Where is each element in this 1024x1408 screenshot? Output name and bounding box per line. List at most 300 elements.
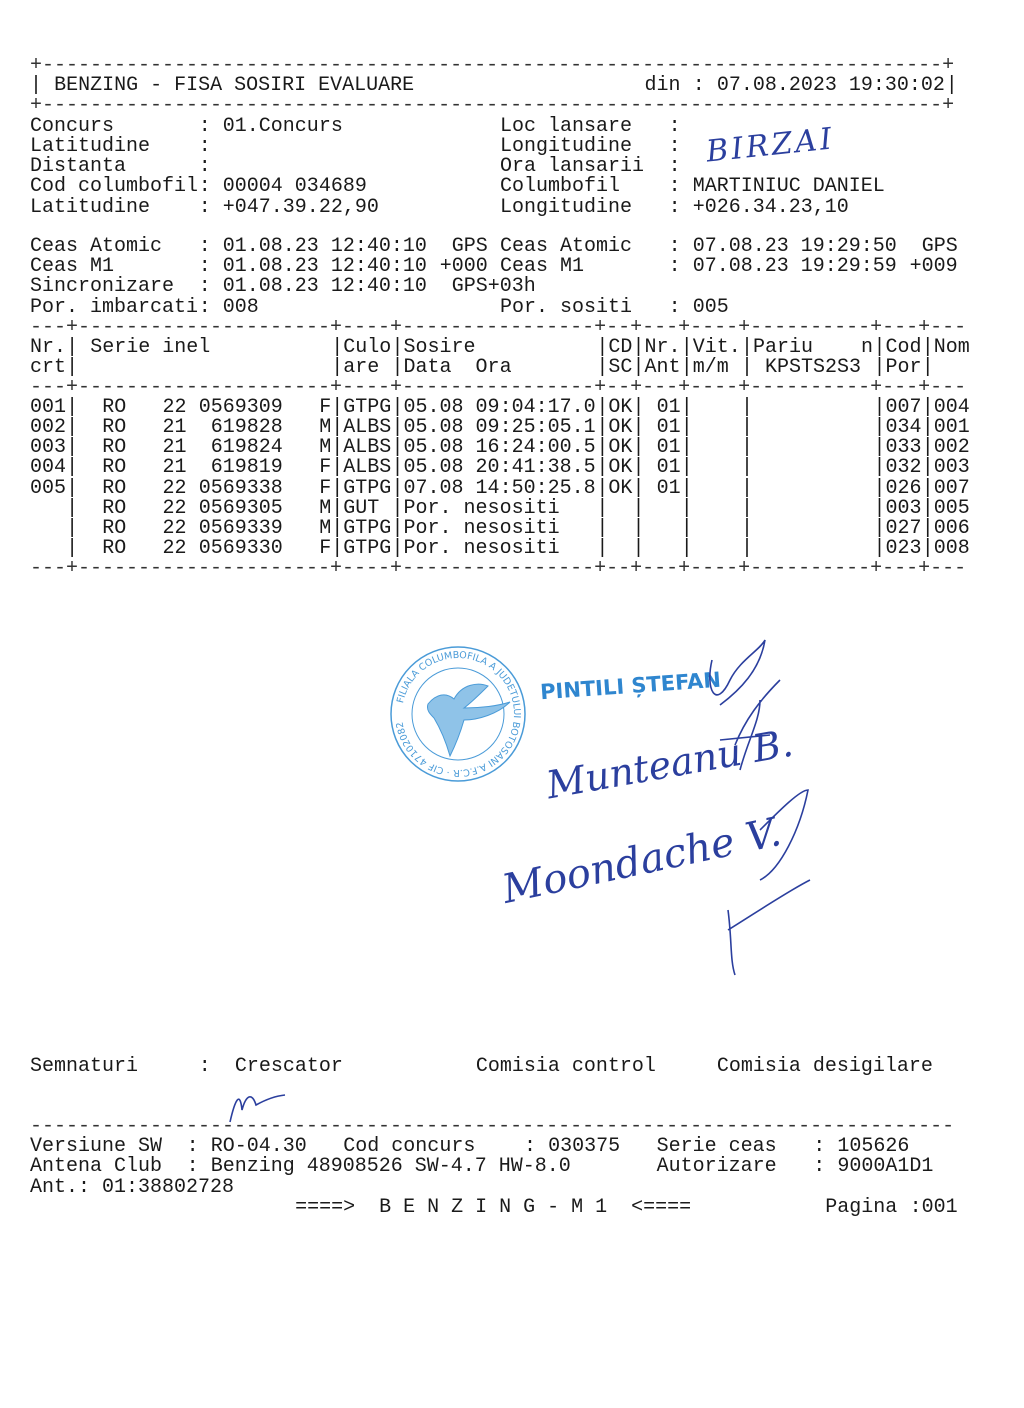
unsealing-committee-label: Comisia desigilare	[716, 1055, 933, 1078]
colon: :	[198, 135, 211, 159]
column-divider: |	[740, 537, 753, 561]
table-header-row	[30, 338, 1010, 358]
column-divider: |	[632, 336, 645, 359]
club-stamp	[388, 644, 528, 784]
cell-country: RO	[102, 496, 127, 520]
column-divider: |	[66, 456, 79, 480]
column-divider: |	[391, 356, 404, 379]
field-label: Antena Club	[30, 1155, 163, 1178]
cell-year: 22	[162, 476, 187, 500]
cell-ring: 0569330	[198, 537, 283, 561]
column-header: m/m	[692, 356, 729, 379]
field-label: Longitudine	[499, 195, 632, 219]
border-pipe: |	[30, 74, 43, 97]
cell-ring: 0569305	[198, 496, 283, 520]
cell-arrival: 07.08 14:50:25.8	[403, 476, 596, 500]
column-divider: |	[66, 516, 79, 540]
cell-cdsc: OK	[608, 396, 633, 419]
column-divider: |	[391, 476, 404, 500]
cell-color: GTPG	[343, 537, 392, 561]
cell-ring: 0569338	[198, 476, 283, 500]
column-divider: |	[391, 537, 404, 561]
column-divider: |	[66, 336, 79, 359]
cell-nom: 001	[933, 416, 970, 440]
colon: :	[692, 74, 705, 97]
field-suffix: +000	[439, 255, 488, 278]
column-divider: |	[873, 516, 886, 540]
colon: :	[198, 296, 211, 319]
colon: :	[198, 155, 211, 179]
column-header: Cod	[885, 336, 922, 359]
border-pipe: |	[945, 74, 958, 97]
cell-sex: M	[319, 496, 332, 520]
footer-row-1	[30, 1137, 1010, 1157]
table-separator: ---+---------------------+----+----------------+--+---+----+----------+---+---	[30, 557, 967, 580]
column-divider: |	[66, 496, 79, 520]
field-label: Por. sositi	[499, 296, 632, 319]
field-label: Sincronizare	[30, 275, 175, 298]
cell-nom: 005	[933, 496, 970, 520]
field-label: Ceas Atomic	[30, 235, 163, 258]
cell-nr: 004	[30, 456, 67, 480]
column-divider: |	[680, 537, 693, 561]
column-divider: |	[632, 356, 645, 379]
column-divider: |	[331, 516, 344, 540]
colon: :	[668, 155, 681, 179]
column-divider: |	[740, 356, 753, 379]
field-value: 07.08.23 19:29:50	[692, 235, 897, 258]
cell-year: 22	[162, 496, 187, 520]
column-header: Culo	[343, 336, 392, 359]
cell-sex: F	[319, 456, 332, 480]
field-label: Loc lansare	[499, 115, 632, 138]
document-title: BENZING - FISA SOSIRI EVALUARE	[54, 74, 415, 97]
table-row	[30, 398, 1010, 418]
cell-color: GTPG	[343, 396, 392, 419]
colon: :	[186, 1155, 199, 1178]
column-divider: |	[66, 396, 79, 419]
colon: :	[198, 255, 211, 278]
column-divider: |	[873, 396, 886, 419]
cell-antenna: 01	[656, 456, 681, 480]
cell-ring: 619824	[210, 436, 283, 460]
cell-country: RO	[102, 436, 127, 460]
column-divider: |	[632, 516, 645, 540]
footer-row-3	[30, 1178, 1010, 1198]
column-divider: |	[921, 396, 934, 419]
column-divider: |	[680, 336, 693, 359]
column-divider: |	[596, 416, 609, 440]
field-label: Ceas M1	[30, 255, 115, 278]
column-divider: |	[921, 476, 934, 500]
signature-munteanu: Munteanu B.	[543, 720, 797, 808]
column-divider: |	[921, 456, 934, 480]
cell-cod: 027	[885, 516, 922, 540]
field-value: 01.08.23 12:40:10	[222, 275, 427, 298]
column-divider: |	[680, 456, 693, 480]
column-divider: |	[596, 456, 609, 480]
column-divider: |	[873, 537, 886, 561]
cell-cod: 026	[885, 476, 922, 500]
field-label: Latitudine	[30, 135, 151, 159]
cell-color: GTPG	[343, 516, 392, 540]
column-divider: |	[391, 436, 404, 460]
column-divider: |	[596, 356, 609, 379]
column-divider: |	[680, 516, 693, 540]
header-border-bottom: +---------------------------------------------------------------------------+	[30, 94, 955, 117]
column-divider: |	[632, 476, 645, 500]
column-header: SC	[608, 356, 633, 379]
field-label: Cod concurs	[343, 1135, 476, 1158]
control-committee-label: Comisia control	[475, 1055, 656, 1078]
cell-nom: 008	[933, 537, 970, 561]
column-divider: |	[873, 356, 886, 379]
cell-arrival: 05.08 16:24:00.5	[403, 436, 596, 460]
cell-arrival: Por. nesositi	[403, 496, 560, 520]
field-label: Serie ceas	[656, 1135, 777, 1158]
field-suffix: GPS	[921, 235, 958, 258]
column-divider: |	[331, 496, 344, 520]
column-divider: |	[921, 537, 934, 561]
table-header-row	[30, 358, 1010, 378]
table-separator: ---+---------------------+----+----------------+--+---+----+----------+---+---	[30, 316, 967, 339]
column-divider: |	[740, 496, 753, 520]
field-value: +026.34.23,10	[692, 195, 849, 219]
column-divider: |	[740, 396, 753, 419]
embarked-count: 008	[222, 296, 259, 319]
column-header: Sosire	[403, 336, 476, 359]
table-row	[30, 438, 1010, 458]
column-header: Por	[885, 356, 922, 379]
header-title-row	[30, 76, 1010, 96]
column-divider: |	[632, 456, 645, 480]
column-divider: |	[632, 416, 645, 440]
column-divider: |	[873, 496, 886, 520]
colon: :	[198, 275, 211, 298]
info-row	[30, 177, 1010, 197]
column-divider: |	[391, 456, 404, 480]
column-divider: |	[740, 516, 753, 540]
cell-nom: 002	[933, 436, 970, 460]
field-value: 01.Concurs	[222, 115, 343, 138]
table-row	[30, 516, 1010, 540]
column-divider: |	[596, 476, 609, 500]
report-date: 07.08.2023 19:30:02	[716, 74, 945, 97]
footer-row-2	[30, 1157, 1010, 1177]
column-divider: |	[331, 456, 344, 480]
column-divider: |	[921, 416, 934, 440]
cell-nom: 004	[933, 396, 970, 419]
cell-ring: 0569309	[198, 396, 283, 419]
cell-nr: 003	[30, 436, 67, 460]
counts-row	[30, 298, 1010, 318]
cell-cdsc: OK	[608, 436, 633, 460]
info-row	[30, 117, 1010, 137]
field-suffix: GPS	[451, 235, 488, 258]
column-divider: |	[740, 456, 753, 480]
column-divider: |	[873, 456, 886, 480]
table-row	[30, 458, 1010, 478]
column-divider: |	[596, 537, 609, 561]
column-divider: |	[632, 496, 645, 520]
column-divider: |	[740, 416, 753, 440]
cell-country: RO	[102, 516, 127, 540]
sync-row	[30, 277, 1010, 297]
cell-year: 22	[162, 537, 187, 561]
stamp-name: PINTILI ȘTEFAN	[539, 667, 722, 705]
column-divider: |	[632, 436, 645, 460]
cell-sex: F	[319, 476, 332, 500]
cell-year: 21	[162, 436, 187, 460]
cell-arrival: 05.08 09:25:05.1	[403, 416, 596, 440]
column-header: CD	[608, 336, 633, 359]
footer-row-4	[30, 1198, 1010, 1218]
clock-atomic-row	[30, 237, 1010, 257]
contest-code: 030375	[548, 1135, 621, 1158]
column-header: Nr.	[30, 336, 67, 359]
cell-sex: F	[319, 537, 332, 561]
cell-nr: 001	[30, 396, 67, 419]
column-divider: |	[331, 336, 344, 359]
column-divider: |	[632, 396, 645, 419]
colon: :	[186, 1135, 199, 1158]
antenna-line: Ant.: 01:38802728	[30, 1176, 235, 1199]
cell-cdsc: OK	[608, 456, 633, 480]
field-value: 07.08.23 19:29:59	[692, 255, 897, 278]
column-divider: |	[596, 496, 609, 520]
date-label: din	[644, 74, 681, 97]
table-row	[30, 418, 1010, 438]
cell-ring: 619828	[210, 416, 283, 440]
header-border-top: +---------------------------------------------------------------------------+	[30, 54, 955, 77]
column-divider: |	[391, 396, 404, 419]
column-divider: |	[66, 356, 79, 379]
cell-color: ALBS	[343, 416, 392, 440]
field-label: Longitudine	[499, 135, 632, 159]
page-label: Pagina	[825, 1196, 898, 1219]
field-label: Columbofil	[499, 175, 620, 199]
cell-nr: 005	[30, 476, 67, 500]
signatures-label: Semnaturi	[30, 1055, 139, 1078]
column-divider: |	[331, 436, 344, 460]
cell-antenna: 01	[656, 416, 681, 440]
field-value: MARTINIUC DANIEL	[692, 175, 885, 199]
cell-antenna: 01	[656, 476, 681, 500]
arrived-count: 005	[692, 296, 729, 319]
colon: :	[668, 135, 681, 159]
cell-color: GTPG	[343, 476, 392, 500]
column-divider: |	[921, 496, 934, 520]
column-divider: |	[680, 416, 693, 440]
field-label: Versiune SW	[30, 1135, 163, 1158]
field-label: Distanta	[30, 155, 127, 179]
field-label: Por. imbarcati	[30, 296, 199, 319]
column-divider: |	[391, 416, 404, 440]
cell-sex: M	[319, 516, 332, 540]
column-divider: |	[740, 476, 753, 500]
field-value: +047.39.22,90	[222, 195, 379, 219]
column-divider: |	[680, 436, 693, 460]
table-row	[30, 496, 1010, 520]
breeder-label: Crescator	[234, 1055, 343, 1078]
device-banner: ====> B E N Z I N G - M 1 <====	[295, 1196, 692, 1219]
cell-country: RO	[102, 476, 127, 500]
colon: :	[198, 175, 211, 199]
field-label: Ceas Atomic	[499, 235, 632, 258]
field-label: Autorizare	[656, 1155, 777, 1178]
colon: :	[668, 255, 681, 278]
column-divider: |	[391, 496, 404, 520]
antenna-value: Benzing 48908526 SW-4.7 HW-8.0	[210, 1155, 571, 1178]
column-header: Nr.	[644, 336, 681, 359]
field-value: 00004 034689	[222, 175, 367, 199]
colon: :	[668, 175, 681, 199]
cell-cdsc: OK	[608, 476, 633, 500]
cell-cod: 032	[885, 456, 922, 480]
info-row	[30, 195, 1010, 219]
column-divider: |	[873, 416, 886, 440]
column-divider: |	[873, 476, 886, 500]
clock-m1-row	[30, 257, 1010, 277]
colon: :	[524, 1135, 537, 1158]
column-header: Pariu n	[753, 336, 874, 359]
cell-sex: F	[319, 396, 332, 419]
cell-nom: 007	[933, 476, 970, 500]
column-header: are	[343, 356, 380, 379]
dove-icon	[427, 684, 510, 756]
column-divider: |	[596, 436, 609, 460]
column-divider: |	[680, 396, 693, 419]
cell-cod: 033	[885, 436, 922, 460]
signature-moondache: Moondache V.	[498, 809, 786, 913]
column-divider: |	[331, 356, 344, 379]
cell-cod: 003	[885, 496, 922, 520]
field-label: Ora lansarii	[499, 155, 644, 179]
field-value: 01.08.23 12:40:10	[222, 255, 427, 278]
colon: :	[668, 115, 681, 138]
stamp-ring-text: FILIALA COLUMBOFILA A JUDETULUI BOTOSANI A.F.C.R · CIF 47102082	[394, 649, 523, 779]
column-divider: |	[596, 516, 609, 540]
cell-country: RO	[102, 396, 127, 419]
column-divider: |	[680, 356, 693, 379]
column-divider: |	[921, 516, 934, 540]
cell-color: ALBS	[343, 456, 392, 480]
column-header: crt	[30, 356, 67, 379]
cell-year: 22	[162, 516, 187, 540]
cell-color: ALBS	[343, 436, 392, 460]
table-row	[30, 476, 1010, 500]
cell-antenna: 01	[656, 396, 681, 419]
cell-ring: 0569339	[198, 516, 283, 540]
column-divider: |	[66, 436, 79, 460]
column-divider: |	[740, 436, 753, 460]
software-version: RO-04.30	[210, 1135, 307, 1158]
column-divider: |	[632, 537, 645, 561]
page-number: :001	[909, 1196, 958, 1219]
cell-arrival: Por. nesositi	[403, 516, 560, 540]
column-divider: |	[391, 516, 404, 540]
column-header: KPSTS2S3	[765, 356, 862, 379]
cell-country: RO	[102, 456, 127, 480]
column-divider: |	[921, 436, 934, 460]
cell-sex: M	[319, 416, 332, 440]
cell-color: GUT	[343, 496, 380, 520]
field-label: Latitudine	[30, 195, 151, 219]
clock-serial: 105626	[837, 1135, 910, 1158]
colon: :	[198, 235, 211, 258]
cell-year: 22	[162, 396, 187, 419]
cell-sex: M	[319, 436, 332, 460]
colon: :	[813, 1155, 826, 1178]
column-divider: |	[331, 476, 344, 500]
field-label: Concurs	[30, 115, 115, 138]
colon: :	[198, 115, 211, 138]
colon: :	[668, 296, 681, 319]
column-divider: |	[331, 396, 344, 419]
cell-arrival: Por. nesositi	[403, 537, 560, 561]
field-label: Cod columbofil	[30, 175, 199, 199]
cell-arrival: 05.08 20:41:38.5	[403, 456, 596, 480]
column-divider: |	[873, 336, 886, 359]
cell-nom: 006	[933, 516, 970, 540]
cell-arrival: 05.08 09:04:17.0	[403, 396, 596, 419]
cell-year: 21	[162, 416, 187, 440]
column-divider: |	[331, 537, 344, 561]
authorization-code: 9000A1D1	[837, 1155, 934, 1178]
colon: :	[813, 1135, 826, 1158]
info-row	[30, 157, 1010, 177]
column-divider: |	[680, 496, 693, 520]
cell-cdsc: OK	[608, 416, 633, 440]
cell-country: RO	[102, 537, 127, 561]
column-header: Ant	[644, 356, 681, 379]
column-divider: |	[921, 336, 934, 359]
cell-country: RO	[102, 416, 127, 440]
field-suffix: +009	[909, 255, 958, 278]
footer-divider: -----------------------------------------------------------------------------	[30, 1115, 955, 1138]
column-divider: |	[66, 476, 79, 500]
column-divider: |	[740, 336, 753, 359]
column-divider: |	[66, 537, 79, 561]
cell-year: 21	[162, 456, 187, 480]
field-label: Ceas M1	[499, 255, 584, 278]
handwritten-location: BIRZAI	[704, 121, 837, 170]
table-separator: ---+---------------------+----+----------------+--+---+----+----------+---+---	[30, 376, 967, 399]
cell-nom: 003	[933, 456, 970, 480]
cell-cod: 023	[885, 537, 922, 561]
column-header: Serie inel	[90, 336, 211, 359]
column-divider: |	[680, 476, 693, 500]
cell-cod: 007	[885, 396, 922, 419]
column-header: Vit.	[692, 336, 741, 359]
cell-ring: 619819	[210, 456, 283, 480]
column-divider: |	[331, 416, 344, 440]
column-divider: |	[596, 396, 609, 419]
field-value: 01.08.23 12:40:10	[222, 235, 427, 258]
colon: :	[668, 195, 681, 219]
field-suffix: GPS+03h	[451, 275, 536, 298]
cell-cod: 034	[885, 416, 922, 440]
colon: :	[668, 235, 681, 258]
cell-antenna: 01	[656, 436, 681, 460]
column-header: Nom	[933, 336, 970, 359]
column-divider: |	[391, 336, 404, 359]
info-row	[30, 137, 1010, 157]
column-divider: |	[921, 356, 934, 379]
column-divider: |	[873, 436, 886, 460]
colon: :	[198, 1055, 211, 1078]
column-divider: |	[596, 336, 609, 359]
